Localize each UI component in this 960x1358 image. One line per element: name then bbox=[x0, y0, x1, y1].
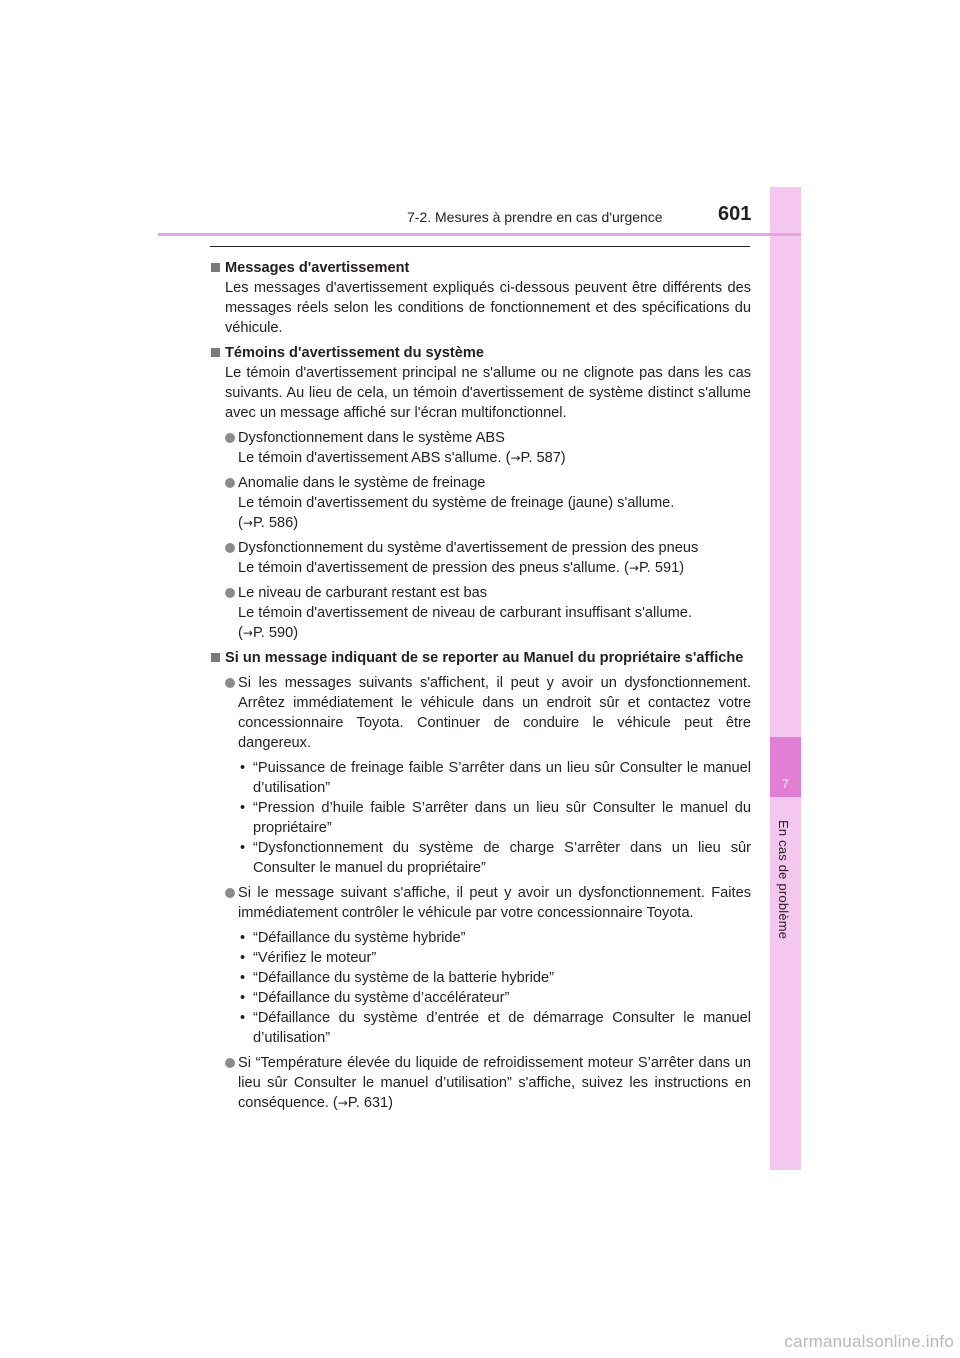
list-item: Dysfonctionnement du système d'avertissement de pression des pneus Le témoin d'avertissement de pression des pneus s'allume. (→P. 591) bbox=[210, 538, 751, 578]
chapter-sidebar bbox=[770, 187, 801, 1170]
section-title: Messages d'avertissement bbox=[210, 258, 751, 278]
bullet-dot-icon bbox=[225, 433, 235, 443]
section-title: Si un message indiquant de se reporter au Manuel du propriétaire s'affiche bbox=[210, 648, 751, 668]
square-bullet-icon bbox=[211, 348, 220, 357]
section-header: 7-2. Mesures à prendre en cas d'urgence bbox=[407, 209, 663, 225]
message-item: • “Dysfonctionnement du système de charge S’arrêter dans un lieu sûr Consulter le manuel du propriétaire” bbox=[240, 840, 751, 876]
bullet-mark: • bbox=[240, 1010, 246, 1026]
list-item: Dysfonctionnement dans le système ABS Le témoin d'avertissement ABS s'allume. (→P. 587) bbox=[210, 428, 751, 468]
page-reference: P. 591) bbox=[638, 560, 685, 576]
bullet-dot-icon bbox=[225, 478, 235, 488]
list-item: Si le message suivant s'affiche, il peut y avoir un dysfonctionnement. Faites immédiatement contrôler le véhicule par votre concessionnaire Toyota. bbox=[210, 883, 751, 923]
bullet-mark: • bbox=[240, 840, 246, 856]
section-text: Le témoin d'avertissement principal ne s'allume ou ne clignote pas dans les cas suivants. Au lieu de cela, un témoin d'avertissement de système distinct s'allume avec un message affiché sur l'écran multifonctionnel. bbox=[225, 365, 751, 421]
bullet-mark: • bbox=[240, 800, 246, 816]
bullet-mark: • bbox=[240, 990, 246, 1006]
watermark-url: carmanualsonline.info bbox=[784, 1332, 954, 1351]
arrow-right-icon: → bbox=[337, 1096, 348, 1110]
bullet-dot-icon bbox=[225, 1058, 235, 1068]
bullet-dot-icon bbox=[225, 888, 235, 898]
page-reference: P. 631) bbox=[347, 1095, 394, 1111]
arrow-right-icon: → bbox=[628, 561, 639, 575]
list-item: Si “Température élevée du liquide de refroidissement moteur S’arrêter dans un lieu sûr Consulter le manuel d’utilisation” s'affiche, suivez les instructions en conséquence. (→P. 631) bbox=[210, 1053, 751, 1113]
message-list bbox=[210, 928, 751, 1048]
message-item: • “Pression d’huile faible S’arrêter dans un lieu sûr Consulter le manuel du propriétaire” bbox=[240, 800, 751, 836]
arrow-right-icon: → bbox=[242, 516, 253, 530]
page-number: 601 bbox=[718, 203, 752, 225]
message-item: • “Défaillance du système de la batterie hybride” bbox=[240, 970, 554, 986]
message-item: • “Défaillance du système d’entrée et de démarrage Consulter le manuel d’utilisation” bbox=[240, 1010, 751, 1046]
chapter-number: 7 bbox=[782, 777, 789, 791]
page-reference: P. 587) bbox=[520, 450, 566, 466]
header-rule bbox=[158, 233, 801, 236]
square-bullet-icon bbox=[211, 653, 220, 662]
bullet-mark: • bbox=[240, 950, 246, 966]
bullet-mark: • bbox=[240, 970, 246, 986]
list-item: Anomalie dans le système de freinage Le témoin d'avertissement du système de freinage (jaune) s'allume. (→P. 586) bbox=[210, 473, 751, 533]
message-list bbox=[210, 758, 751, 878]
page-reference: P. 586) bbox=[252, 515, 299, 531]
bullet-dot-icon bbox=[225, 543, 235, 553]
bullet-dot-icon bbox=[225, 678, 235, 688]
section-text: Les messages d'avertissement expliqués ci-dessous peuvent être différents des messages réels selon les conditions de fonctionnement et des spécifications du véhicule. bbox=[225, 280, 751, 336]
list-item: Le niveau de carburant restant est bas Le témoin d'avertissement de niveau de carburant insuffisant s'allume. (→P. 590) bbox=[210, 583, 751, 643]
bullet-mark: • bbox=[240, 760, 246, 776]
arrow-right-icon: → bbox=[510, 451, 521, 465]
chapter-title: En cas de problème bbox=[776, 820, 791, 940]
arrow-right-icon: → bbox=[242, 626, 253, 640]
content-rule bbox=[210, 246, 750, 247]
section-title: Témoins d'avertissement du système bbox=[210, 343, 751, 363]
bullet-dot-icon bbox=[225, 588, 235, 598]
page-content bbox=[210, 258, 751, 1113]
page-reference: P. 590) bbox=[252, 625, 299, 641]
chapter-tab bbox=[770, 737, 801, 797]
message-item: • “Vérifiez le moteur” bbox=[240, 950, 377, 966]
message-item: • “Défaillance du système d’accélérateur” bbox=[240, 990, 510, 1006]
square-bullet-icon bbox=[211, 263, 220, 272]
message-item: • “Puissance de freinage faible S’arrêter dans un lieu sûr Consulter le manuel d’utilisation” bbox=[240, 760, 751, 796]
bullet-mark: • bbox=[240, 930, 246, 946]
list-item: Si les messages suivants s'affichent, il peut y avoir un dysfonctionnement. Arrêtez immédiatement le véhicule dans un endroit sûr et contactez votre concessionnaire Toyota. Continuer de conduire le véhicule peut être dangereux. bbox=[210, 673, 751, 753]
message-item: • “Défaillance du système hybride” bbox=[240, 930, 466, 946]
